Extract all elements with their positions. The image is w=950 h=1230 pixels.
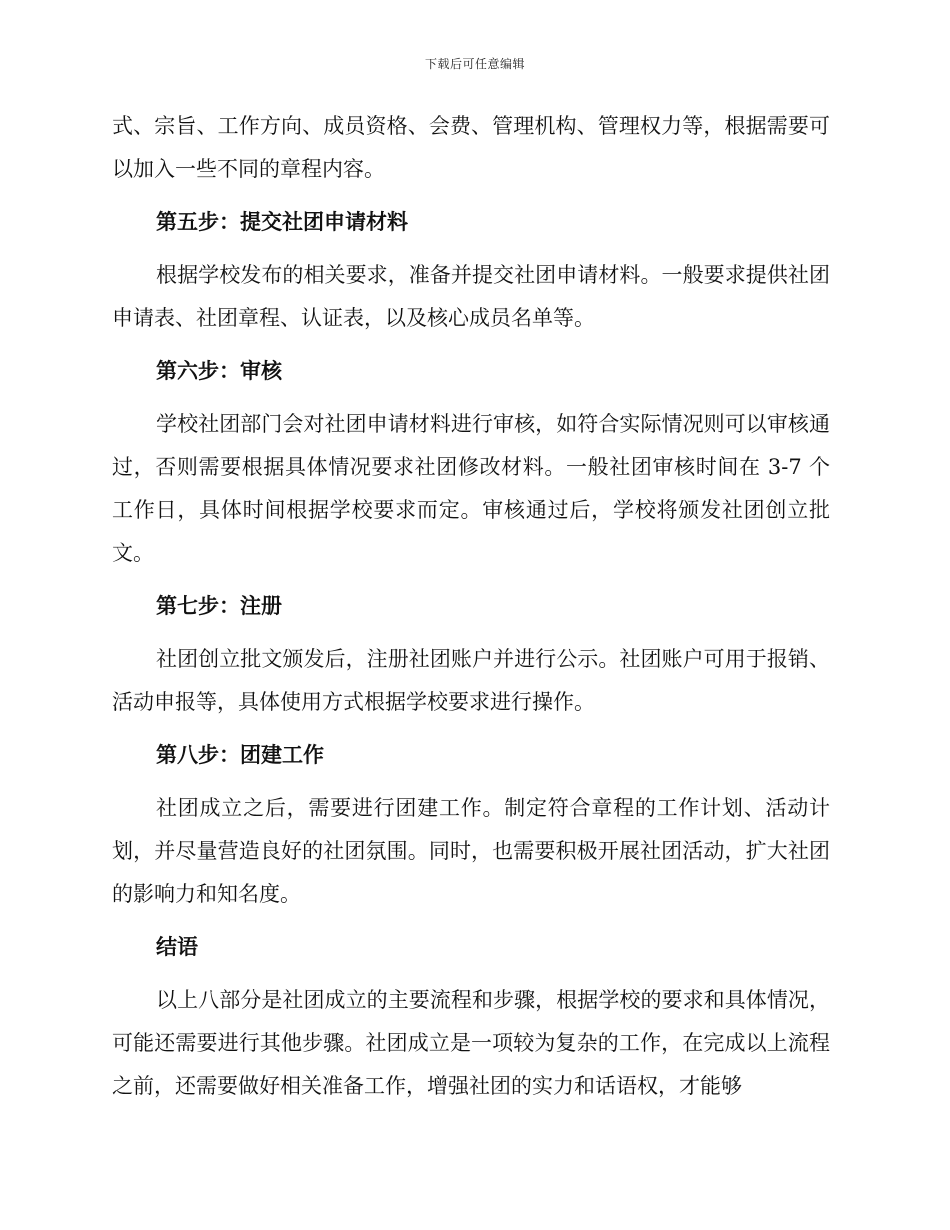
paragraph-step-five: 根据学校发布的相关要求，准备并提交社团申请材料。一般要求提供社团申请表、社团章程、认证表，以及核心成员名单等。 xyxy=(112,263,830,330)
paragraph-step-six: 学校社团部门会对社团申请材料进行审核，如符合实际情况则可以审核通过，否则需要根据具体情况要求社团修改材料。一般社团审核时间在 3-7 个工作日，具体时间根据学校要求而定。审核通过后，学校将颁发社团创立批文。 xyxy=(112,412,830,565)
page-header: 下载后可任意编辑 xyxy=(424,57,525,71)
paragraph-continuation: 式、宗旨、工作方向、成员资格、会费、管理机构、管理权力等，根据需要可以加入一些不同的章程内容。 xyxy=(112,114,830,181)
heading-step-eight: 第八步：团建工作 xyxy=(156,743,324,767)
paragraph-conclusion: 以上八部分是社团成立的主要流程和步骤，根据学校的要求和具体情况，可能还需要进行其他步骤。社团成立是一项较为复杂的工作，在完成以上流程之前，还需要做好相关准备工作，增强社团的实力和话语权，才能够 xyxy=(112,988,830,1098)
document-body xyxy=(112,105,830,1108)
heading-step-five: 第五步：提交社团申请材料 xyxy=(156,210,408,234)
paragraph-step-eight: 社团成立之后，需要进行团建工作。制定符合章程的工作计划、活动计划，并尽量营造良好的社团氛围。同时，也需要积极开展社团活动，扩大社团的影响力和知名度。 xyxy=(112,796,830,906)
heading-step-six: 第六步：审核 xyxy=(156,359,282,383)
heading-conclusion: 结语 xyxy=(156,935,198,959)
heading-step-seven: 第七步：注册 xyxy=(156,594,282,618)
paragraph-step-seven: 社团创立批文颁发后，注册社团账户并进行公示。社团账户可用于报销、活动申报等，具体使用方式根据学校要求进行操作。 xyxy=(112,647,830,714)
